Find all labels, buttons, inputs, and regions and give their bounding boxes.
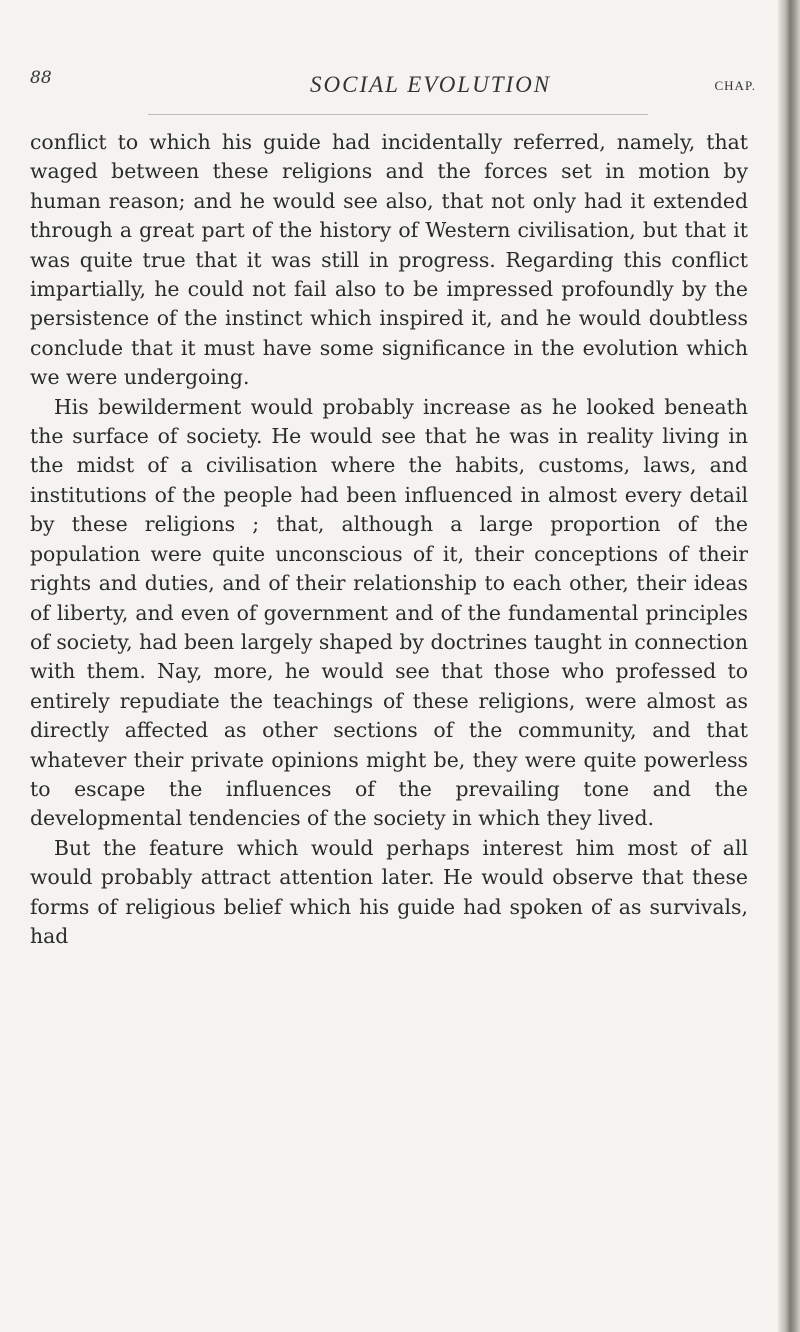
page-edge-shadow — [778, 0, 800, 1332]
body-text — [30, 128, 748, 951]
page-header — [30, 64, 756, 104]
paragraph-3: But the feature which would perhaps interest him most of all would probably attract attention later. He would observe that these forms of religious belief which his guide had spoken of as survivals, had — [30, 835, 748, 948]
paragraph-1: conflict to which his guide had incidentally referred, namely, that waged between these religions and the forces set in motion by human reason; and he would see also, that not only had it extended through a great part of the history of Western civilisation, but that it was quite true that it was still in progress. Regarding this conflict impartially, he could not fail also to be impressed profoundly by the persistence of the instinct which inspired it, and he would doubtless conclude that it must have some significance in the evolution which we were undergoing. — [30, 130, 748, 390]
running-title: SOCIAL EVOLUTION — [310, 72, 552, 97]
chapter-label: CHAP. — [714, 78, 756, 93]
header-rule — [148, 114, 648, 115]
page-number: 88 — [30, 68, 52, 88]
paragraph-2: His bewilderment would probably increase as he looked beneath the surface of society. He would see that he was in reality living in the midst of a civilisation where the habits, customs, laws, and institutions of the people had been influenced in almost every detail by these religions ; that, although a large proportion of the population were quite unconscious of it, their conceptions of their rights and duties, and of their relationship to each other, their ideas of liberty, and even of government and of the fundamental principles of society, had been largely shaped by doctrines taught in connection with them. Nay, more, he would see that those who professed to entirely repudiate the teachings of these religions, were almost as directly affected as other sections of the community, and that whatever their private opinions might be, they were quite powerless to escape the influences of the prevailing tone and the developmental tendencies of the society in which they lived. — [30, 394, 748, 831]
